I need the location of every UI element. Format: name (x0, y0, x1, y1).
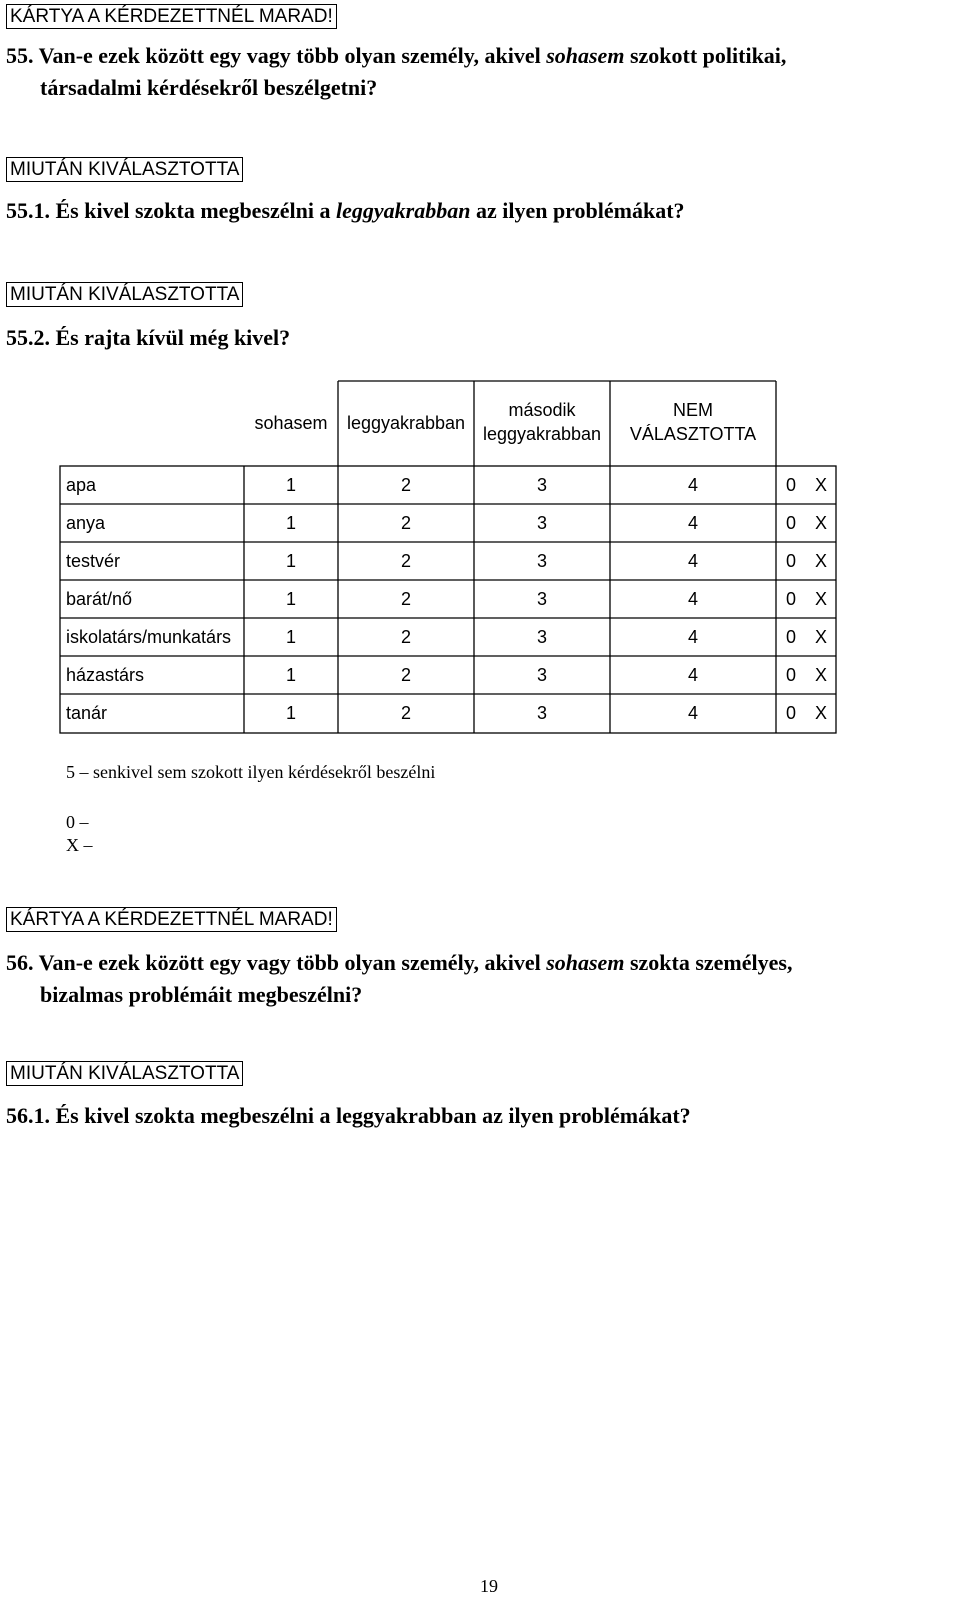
question-number: 55.2. (6, 325, 50, 350)
code-cell[interactable]: 3 (536, 589, 547, 609)
code-cell[interactable]: 1 (285, 589, 296, 609)
code-cell[interactable]: 1 (285, 513, 296, 533)
header-line: leggyakrabban (482, 424, 602, 444)
row-label: anya (66, 513, 106, 533)
code-cell[interactable]: X (814, 627, 827, 647)
header-line: VÁLASZTOTTA (629, 424, 757, 444)
question-emphasis: sohasem (546, 950, 625, 975)
code-cell[interactable]: X (814, 551, 827, 571)
code-x-note: X – (66, 835, 93, 855)
code-cell[interactable]: X (814, 589, 827, 609)
question-number: 56. (6, 950, 34, 975)
code-cell[interactable]: 3 (536, 665, 547, 685)
header-line: második (508, 400, 576, 420)
card-stays-instruction: KÁRTYA A KÉRDEZETTNÉL MARAD! (6, 907, 337, 932)
header-never: sohasem (254, 413, 328, 433)
code-cell[interactable]: 0 (785, 627, 796, 647)
code-zero-note: 0 – (66, 812, 89, 832)
code-cell[interactable]: X (814, 665, 827, 685)
code-cell[interactable]: 3 (536, 475, 547, 495)
code-cell[interactable]: 2 (400, 513, 411, 533)
question-55 (6, 40, 786, 104)
header-most-often: leggyakrabban (346, 413, 466, 433)
code-cell[interactable]: X (814, 475, 827, 495)
question-number: 55. (6, 43, 34, 68)
code-cell[interactable]: 1 (285, 475, 296, 495)
question-text-part1: Van-e ezek között egy vagy több olyan személy, akivel (38, 43, 541, 68)
question-text-part2: szokta személyes, (629, 950, 793, 975)
code-cell[interactable]: 1 (285, 627, 296, 647)
code-cell[interactable]: 1 (285, 551, 296, 571)
code-cell[interactable]: 3 (536, 703, 547, 723)
row-label: tanár (66, 703, 108, 723)
question-number: 56.1. (6, 1103, 50, 1128)
code-cell[interactable]: 0 (785, 589, 796, 609)
code-cell[interactable]: 1 (285, 665, 296, 685)
code-cell[interactable]: 2 (400, 665, 411, 685)
question-text-part2: szokott politikai, (629, 43, 787, 68)
code-cell[interactable]: 3 (536, 627, 547, 647)
question-number: 55.1. (6, 198, 50, 223)
code-cell[interactable]: 0 (785, 665, 796, 685)
header-line: NEM (673, 400, 713, 420)
code-cell[interactable]: 2 (400, 551, 411, 571)
question-text-part1: Van-e ezek között egy vagy több olyan személy, akivel (38, 950, 541, 975)
code-cell[interactable]: 1 (285, 703, 296, 723)
code-cell[interactable]: 4 (687, 475, 698, 495)
header-second-most-often (474, 398, 610, 446)
code-cell[interactable]: 2 (400, 475, 411, 495)
row-label: apa (66, 475, 97, 495)
card-stays-instruction: KÁRTYA A KÉRDEZETTNÉL MARAD! (6, 4, 337, 29)
code-cell[interactable]: 4 (687, 627, 698, 647)
code-cell[interactable]: 2 (400, 627, 411, 647)
question-55-1 (6, 195, 685, 227)
code-cell[interactable]: 0 (785, 703, 796, 723)
code-cell[interactable]: 4 (687, 551, 698, 571)
code-cell[interactable]: X (814, 513, 827, 533)
row-label: házastárs (66, 665, 145, 685)
row-label: iskolatárs/munkatárs (66, 627, 232, 647)
code-cell[interactable]: 0 (785, 513, 796, 533)
code-cell[interactable]: 4 (687, 665, 698, 685)
code-cell[interactable]: 0 (785, 551, 796, 571)
code-cell[interactable]: 4 (687, 513, 698, 533)
question-text-line2: társadalmi kérdésekről beszélgetni? (40, 75, 378, 100)
after-choice-instruction: MIUTÁN KIVÁLASZTOTTA (6, 1061, 243, 1086)
code-cell[interactable]: 3 (536, 551, 547, 571)
question-text-part1: És kivel szokta megbeszélni a (55, 198, 331, 223)
header-not-chosen (610, 398, 776, 446)
code-cell[interactable]: 2 (400, 589, 411, 609)
question-text: És rajta kívül még kivel? (55, 325, 291, 350)
page-number: 19 (480, 1576, 498, 1596)
question-emphasis: leggyakrabban (336, 198, 471, 223)
row-label: barát/nő (66, 589, 133, 609)
question-56-1 (6, 1100, 691, 1132)
question-56 (6, 947, 792, 1011)
code-cell[interactable]: 4 (687, 703, 698, 723)
code-cell[interactable]: 2 (400, 703, 411, 723)
after-choice-instruction: MIUTÁN KIVÁLASZTOTTA (6, 157, 243, 182)
question-emphasis: sohasem (546, 43, 625, 68)
question-text: És kivel szokta megbeszélni a leggyakrabban az ilyen problémákat? (55, 1103, 691, 1128)
question-text-part2: az ilyen problémákat? (475, 198, 685, 223)
question-text-line2: bizalmas problémáit megbeszélni? (40, 982, 363, 1007)
question-55-2 (6, 322, 290, 354)
code-cell[interactable]: X (814, 703, 827, 723)
code-cell[interactable]: 0 (785, 475, 796, 495)
row-label: testvér (66, 551, 121, 571)
code-cell[interactable]: 3 (536, 513, 547, 533)
code-cell[interactable]: 4 (687, 589, 698, 609)
code-five-note: 5 – senkivel sem szokott ilyen kérdésekről beszélni (66, 762, 436, 782)
after-choice-instruction: MIUTÁN KIVÁLASZTOTTA (6, 282, 243, 307)
